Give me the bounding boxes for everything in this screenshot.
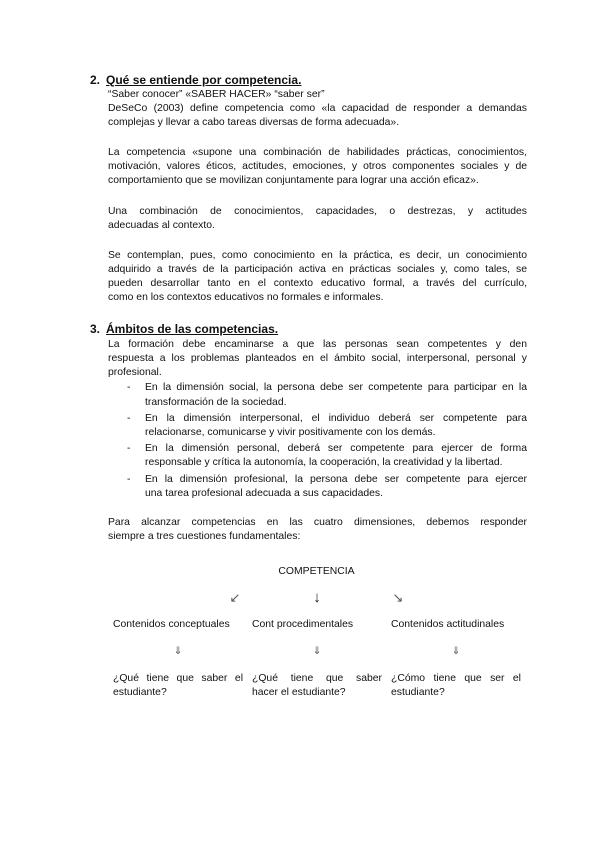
arrow-down-left-icon: ↙ <box>229 590 241 605</box>
diagram-column-label: Contenidos conceptuales <box>113 619 230 630</box>
text-line: respuesta a los problemas planteados en el ámbito social, interpersonal, personal y <box>108 353 527 364</box>
heading-title: Ámbitos de las competencias. <box>106 322 279 336</box>
bullet-line: En la dimensión interpersonal, el individuo deberá ser competente para <box>145 413 527 424</box>
diagram-question-line: estudiante? <box>113 687 167 698</box>
heading-number: 3. <box>90 322 101 336</box>
text-line: comportamiento que se movilizan conjuntamente para lograr una acción eficaz». <box>108 175 479 186</box>
text-line: como en los contextos educativos no formales e informales. <box>108 292 384 303</box>
bullet-line: En la dimensión profesional, la persona debe ser competente para ejercer <box>145 474 527 485</box>
text-line: La competencia «supone una combinación de habilidades prácticas, conocimientos, <box>108 147 527 158</box>
diagram-question-line: estudiante? <box>391 687 445 698</box>
arrow-down-right-icon: ↘ <box>392 590 404 605</box>
double-down-arrow-icon: ⇓ <box>312 646 322 657</box>
text-line: adquirido a través de la participación activa en prácticas sociales y, como tales, se <box>108 264 527 275</box>
bullet-line: una tarea profesional adecuada a sus capacidades. <box>145 488 384 499</box>
text-line: profesional. <box>108 367 162 378</box>
double-down-arrow-icon: ⇓ <box>451 646 461 657</box>
section-2-heading <box>90 73 301 88</box>
bullet-line: responsable y crítica la autonomía, la cooperación, la creatividad y la libertad. <box>145 457 503 468</box>
text-line: “Saber conocer” «SABER HACER» “saber ser” <box>108 89 325 100</box>
diagram-column-label: Contenidos actitudinales <box>391 619 505 630</box>
text-line: complejas y llevar a cabo tareas diversas de forma adecuada». <box>108 117 400 128</box>
bullet-line: En la dimensión personal, deberá ser competente para ejercer de forma <box>145 443 527 454</box>
diagram-column-label: Cont procedimentales <box>252 619 354 630</box>
bullet-line: En la dimensión social, la persona debe ser competente para participar en la <box>145 382 527 393</box>
bullet-marker: - <box>127 382 131 393</box>
double-down-arrow-icon: ⇓ <box>173 646 183 657</box>
text-line: DeSeCo (2003) define competencia como «la capacidad de responder a demandas <box>108 103 527 114</box>
section-3-heading <box>90 322 278 337</box>
diagram-question-line: ¿Qué tiene que saber el <box>113 673 243 684</box>
text-line: siempre a tres cuestiones fundamentales: <box>108 531 301 542</box>
text-line: pueden desarrollar tanto en el contexto educativo formal, a través del currículo, <box>108 278 527 289</box>
diagram-question-line: ¿Cómo tiene que ser el <box>391 673 521 684</box>
bullet-marker: - <box>127 413 131 424</box>
text-line: Para alcanzar competencias en las cuatro dimensiones, debemos responder <box>108 517 527 528</box>
bullet-marker: - <box>127 443 131 454</box>
heading-title: Qué se entiende por competencia. <box>106 73 302 87</box>
arrow-down-icon: ↓ <box>313 589 321 606</box>
diagram-question-line: hacer el estudiante? <box>252 687 346 698</box>
text-line: adecuadas al contexto. <box>108 220 215 231</box>
text-line: motivación, valores éticos, actitudes, emociones, y otros componentes sociales y de <box>108 161 527 172</box>
bullet-marker: - <box>127 474 131 485</box>
text-line: Se contemplan, pues, como conocimiento en la práctica, es decir, un conocimiento <box>108 250 527 261</box>
diagram-question-line: ¿Qué tiene que saber <box>252 673 382 684</box>
heading-number: 2. <box>90 73 101 87</box>
diagram-root: COMPETENCIA <box>278 566 355 577</box>
bullet-line: relacionarse, comunicarse y vivir positivamente con los demás. <box>145 427 436 438</box>
text-line: La formación debe encaminarse a que las personas sean competentes y den <box>108 339 527 350</box>
text-line: Una combinación de conocimientos, capacidades, o destrezas, y actitudes <box>108 206 527 217</box>
bullet-line: transformación de la sociedad. <box>145 397 287 408</box>
